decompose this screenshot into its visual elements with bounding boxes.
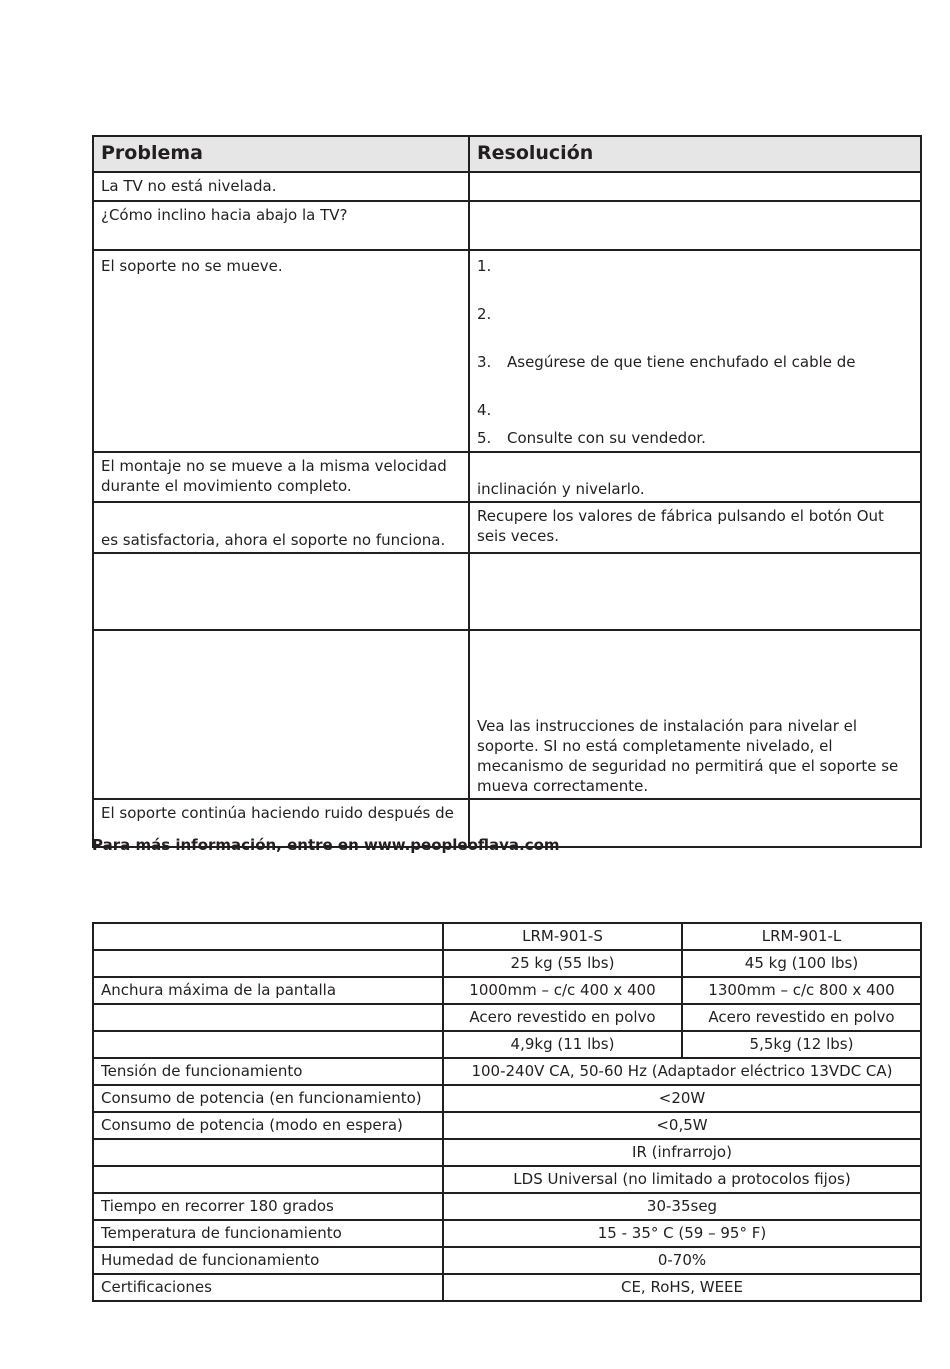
problem-cell: La TV no está nivelada. [93,172,469,201]
resolution-cell: Recupere los valores de fábrica pulsando el botón Out seis veces. [469,502,921,553]
spec-value: <20W [443,1085,921,1112]
spec-value-l: 5,5kg (12 lbs) [682,1031,921,1058]
problem-cell: El soporte continúa haciendo ruido después de [93,799,469,847]
spec-row [93,1220,921,1247]
spec-value-s: 4,9kg (11 lbs) [443,1031,682,1058]
spec-value-s: 1000mm – c/c 400 x 400 [443,977,682,1004]
problem-cell [93,630,469,799]
resolution-cell [469,250,921,452]
specifications-table [92,922,922,1302]
resolution-steps [477,256,913,448]
spec-row [93,1031,921,1058]
spec-label [93,923,443,950]
step-number: 5. [477,429,492,447]
resolution-text: inclinación y nivelarlo. [477,480,645,498]
spec-row [93,1166,921,1193]
spec-row [93,1004,921,1031]
resolution-cell [469,201,921,250]
model-header-row [93,923,921,950]
spec-label [93,950,443,977]
table-row [93,452,921,502]
table-row [93,201,921,250]
spec-row [93,1139,921,1166]
spec-row [93,977,921,1004]
spec-value-s: Acero revestido en polvo [443,1004,682,1031]
step-number: 3. [477,353,492,371]
spec-row [93,1112,921,1139]
step-text: Asegúrese de que tiene enchufado el cable de [507,353,856,371]
spec-row [93,1247,921,1274]
spec-label: Consumo de potencia (modo en espera) [93,1112,443,1139]
spec-value-l: Acero revestido en polvo [682,1004,921,1031]
spec-value: IR (infrarrojo) [443,1139,921,1166]
spec-value: 0-70% [443,1247,921,1274]
problem-cell [93,553,469,630]
spec-row [93,1274,921,1301]
spec-value: 100-240V CA, 50-60 Hz (Adaptador eléctrico 13VDC CA) [443,1058,921,1085]
model-name-l: LRM-901-L [682,923,921,950]
step-item [477,428,913,448]
spec-value: LDS Universal (no limitado a protocolos fijos) [443,1166,921,1193]
table-row [93,553,921,630]
spec-label [93,1166,443,1193]
spec-value-l: 45 kg (100 lbs) [682,950,921,977]
step-item [477,352,913,400]
table-row [93,250,921,452]
spec-value: 30-35seg [443,1193,921,1220]
table-row [93,502,921,553]
model-name-s: LRM-901-S [443,923,682,950]
problem-cell: El montaje no se mueve a la misma velocidad durante el movimiento completo. [93,452,469,502]
spec-row [93,1058,921,1085]
spec-label [93,1004,443,1031]
spec-label: Humedad de funcionamiento [93,1247,443,1274]
step-number: 2. [477,305,492,323]
spec-label: Tensión de funcionamiento [93,1058,443,1085]
resolution-cell [469,172,921,201]
resolution-cell [469,553,921,630]
spec-label [93,1031,443,1058]
spec-value-l: 1300mm – c/c 800 x 400 [682,977,921,1004]
problem-text: es satisfactoria, ahora el soporte no funciona. [101,531,446,549]
spec-value: CE, RoHS, WEEE [443,1274,921,1301]
spec-label [93,1139,443,1166]
more-info-text: Para más información, entre en www.peopleoflava.com [92,836,560,854]
spec-row [93,1085,921,1112]
problem-cell [93,502,469,553]
table-row [93,630,921,799]
problem-cell: El soporte no se mueve. [93,250,469,452]
table-row [93,172,921,201]
resolution-cell [469,452,921,502]
spec-label: Consumo de potencia (en funcionamiento) [93,1085,443,1112]
resolution-cell [469,630,921,799]
spec-label: Certificaciones [93,1274,443,1301]
spec-value: <0,5W [443,1112,921,1139]
step-number: 4. [477,401,492,419]
spec-row [93,1193,921,1220]
spec-row [93,950,921,977]
header-resolution: Resolución [469,136,921,172]
spec-value: 15 - 35° C (59 – 95° F) [443,1220,921,1247]
step-item [477,304,913,352]
troubleshooting-table [92,135,922,848]
step-number: 1. [477,257,492,275]
resolution-text: Vea las instrucciones de instalación para nivelar el soporte. SI no está completamente nivelado, el mecanismo de seguridad no permitirá que el soporte se mueva correctamente. [477,717,899,795]
problem-cell: ¿Cómo inclino hacia abajo la TV? [93,201,469,250]
spec-value-s: 25 kg (55 lbs) [443,950,682,977]
step-text: Consulte con su vendedor. [507,429,706,447]
spec-label: Anchura máxima de la pantalla [93,977,443,1004]
step-item [477,256,913,304]
header-problem: Problema [93,136,469,172]
spec-label: Temperatura de funcionamiento [93,1220,443,1247]
spec-label: Tiempo en recorrer 180 grados [93,1193,443,1220]
step-item [477,400,913,428]
table-header-row [93,136,921,172]
